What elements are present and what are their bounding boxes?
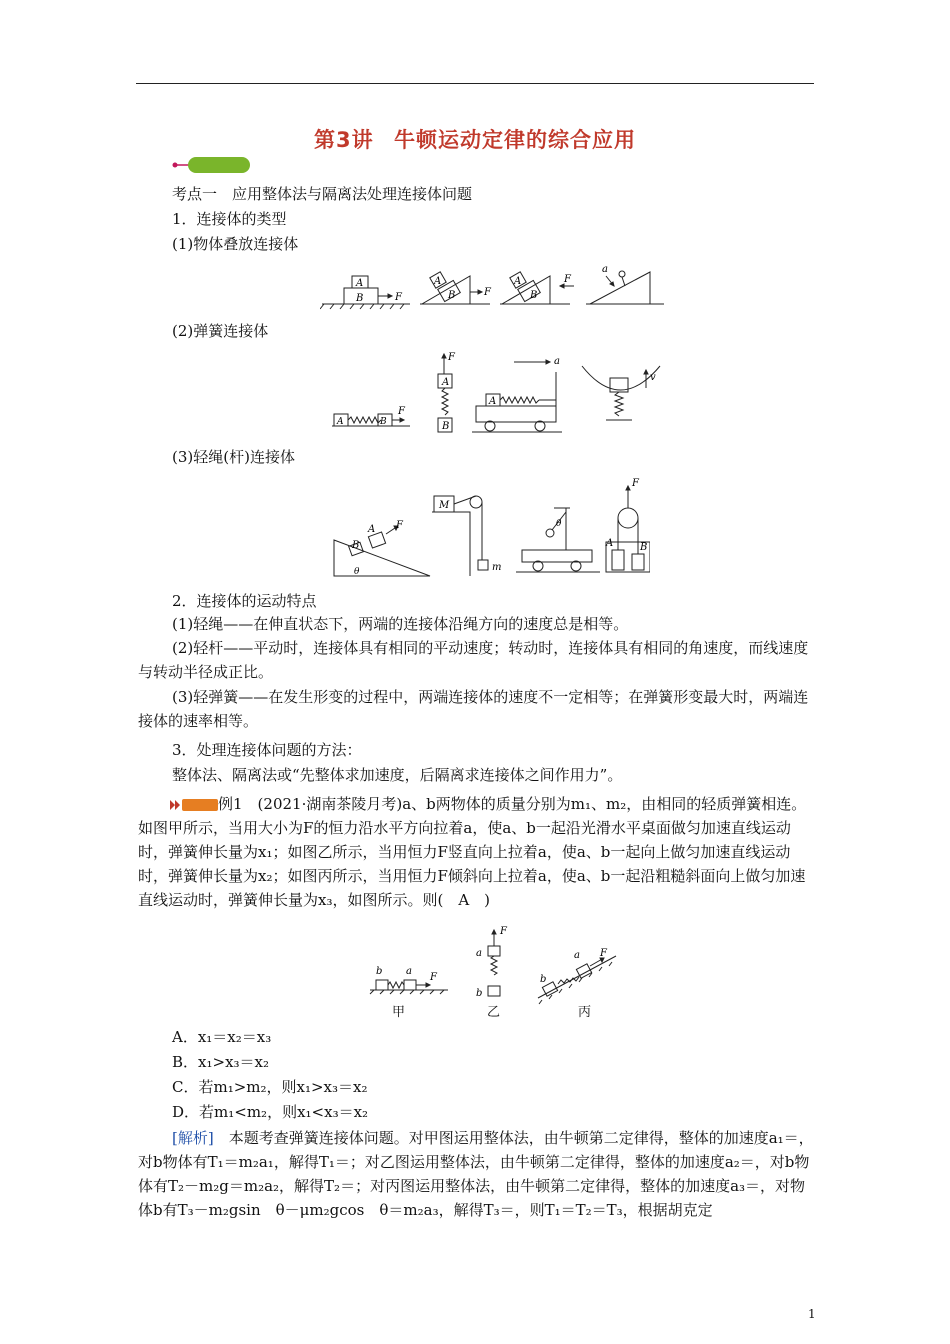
svg-text:A: A <box>337 417 344 427</box>
svg-text:A: A <box>606 538 614 549</box>
svg-text:v: v <box>650 372 656 383</box>
option-c: C．若m₁>m₂，则x₁>x₃＝x₂ <box>172 1078 368 1096</box>
paragraph-method: 整体法、隔离法或“先整体求加速度，后隔离求连接体之间作用力”。 <box>172 766 623 784</box>
svg-text:F: F <box>430 972 437 983</box>
svg-text:B: B <box>352 540 360 551</box>
svg-text:F: F <box>632 478 639 489</box>
page-title <box>0 124 950 154</box>
example-label: 例1 <box>218 795 243 813</box>
spring-bodies-figure <box>330 352 665 434</box>
example-text: (2021·湖南茶陵月考)a、b两物体的质量分别为m₁、m₂，由相同的轻质弹簧相连。如图甲所示，当用大小为F的恒力沿水平方向拉着a，使a、b一起沿光滑水平桌面做匀加速直线运动时，弹簧伸长量为x₁；如图乙所示，当用恒力F竖直向上拉着a，使a、b一起向上做匀加速直线运动时，弹簧伸长量为x₂；如图丙所示，当用恒力F倾斜向上拉着a，使a、b一起沿粗糙斜面向上做匀加速直线运动时，弹簧伸长量为x₃，如图所示。则( A ) <box>138 795 807 909</box>
figure-label-jia: 甲 <box>392 1005 406 1020</box>
item-3: 3．处理连接体问题的方法： <box>172 741 362 759</box>
svg-text:F: F <box>396 520 403 531</box>
section-heading: 考点一 应用整体法与隔离法处理连接体问题 <box>172 185 473 203</box>
example-tag-icon <box>170 799 218 811</box>
svg-text:b: b <box>540 974 547 985</box>
svg-text:B: B <box>448 290 456 301</box>
svg-text:F: F <box>448 352 455 363</box>
rope-rod-figure <box>330 478 650 582</box>
svg-text:b: b <box>376 966 383 977</box>
svg-text:a: a <box>602 264 608 275</box>
figure-label-yi: 乙 <box>487 1005 501 1020</box>
svg-text:A: A <box>434 276 442 287</box>
paragraph-spring: (3)轻弹簧——在发生形变的过程中，两端连接体的速度不一定相等；在弹簧形变最大时，两端连接体的速率相等。 <box>138 688 809 730</box>
svg-text:a: a <box>406 966 412 977</box>
svg-text:A: A <box>356 278 364 289</box>
option-a: A．x₁＝x₂＝x₃ <box>172 1028 272 1046</box>
svg-text:A: A <box>489 396 497 407</box>
analysis <box>138 1126 814 1222</box>
page-number: 1 <box>808 1307 816 1321</box>
paragraph-rope: (1)轻绳——在伸直状态下，两端的连接体沿绳方向的速度总是相等。 <box>172 615 629 633</box>
svg-text:B: B <box>640 542 648 553</box>
svg-text:A: A <box>514 276 522 287</box>
svg-text:A: A <box>368 524 376 535</box>
subitem-1: (1)物体叠放连接体 <box>172 235 299 253</box>
svg-text:B: B <box>530 290 538 301</box>
svg-text:F: F <box>600 948 607 959</box>
figure-label-bing: 丙 <box>578 1005 592 1020</box>
option-b: B．x₁>x₃＝x₂ <box>172 1053 270 1071</box>
lecture-title: 牛顿运动定律的综合应用 <box>393 128 636 152</box>
svg-text:m: m <box>492 562 502 573</box>
subitem-2: (2)弹簧连接体 <box>172 322 269 340</box>
svg-text:M: M <box>439 500 450 511</box>
header-rule <box>136 83 814 84</box>
svg-text:B: B <box>356 293 364 304</box>
example-1 <box>138 792 814 912</box>
stacked-bodies-figure <box>320 262 665 310</box>
item-2: 2．连接体的运动特点 <box>172 592 317 610</box>
svg-text:θ: θ <box>354 567 360 577</box>
item-1: 1．连接体的类型 <box>172 210 287 228</box>
svg-text:A: A <box>442 377 450 388</box>
option-d: D．若m₁<m₂，则x₁<x₃＝x₂ <box>172 1103 369 1121</box>
svg-text:B: B <box>442 421 450 432</box>
svg-text:a: a <box>554 356 560 367</box>
lecture-number: 第3讲 <box>314 128 374 152</box>
analysis-label: [解析] <box>172 1129 214 1147</box>
svg-text:F: F <box>484 287 491 298</box>
svg-text:F: F <box>500 926 507 937</box>
svg-text:F: F <box>564 274 571 285</box>
svg-text:F: F <box>398 406 405 417</box>
svg-text:B: B <box>380 417 387 427</box>
svg-text:a: a <box>476 948 482 959</box>
section-tag-icon <box>172 157 250 173</box>
paragraph-rod: (2)轻杆——平动时，连接体具有相同的平动速度；转动时，连接体具有相同的角速度，而线速度与转动半径成正比。 <box>138 639 809 681</box>
subitem-3: (3)轻绳(杆)连接体 <box>172 448 295 466</box>
svg-text:a: a <box>574 950 580 961</box>
svg-text:θ: θ <box>556 519 562 529</box>
svg-text:F: F <box>395 292 402 303</box>
analysis-text: 本题考查弹簧连接体问题。对甲图运用整体法，由牛顿第二定律得，整体的加速度a₁＝，对b物体有T₁＝m₂a₁，解得T₁＝；对乙图运用整体法，由牛顿第二定律得，整体的加速度a₂＝，对b物体有T₂－m₂g＝m₂a₂，解得T₂＝；对丙图运用整体法，由牛顿第二定律得，整体的加速度a₃＝，对物体b有T₃－m₂gsin θ－μm₂gcos θ＝m₂a₃，解得T₃＝，则T₁＝T₂＝T₃，根据胡克定 <box>138 1129 814 1219</box>
svg-text:b: b <box>476 988 483 999</box>
